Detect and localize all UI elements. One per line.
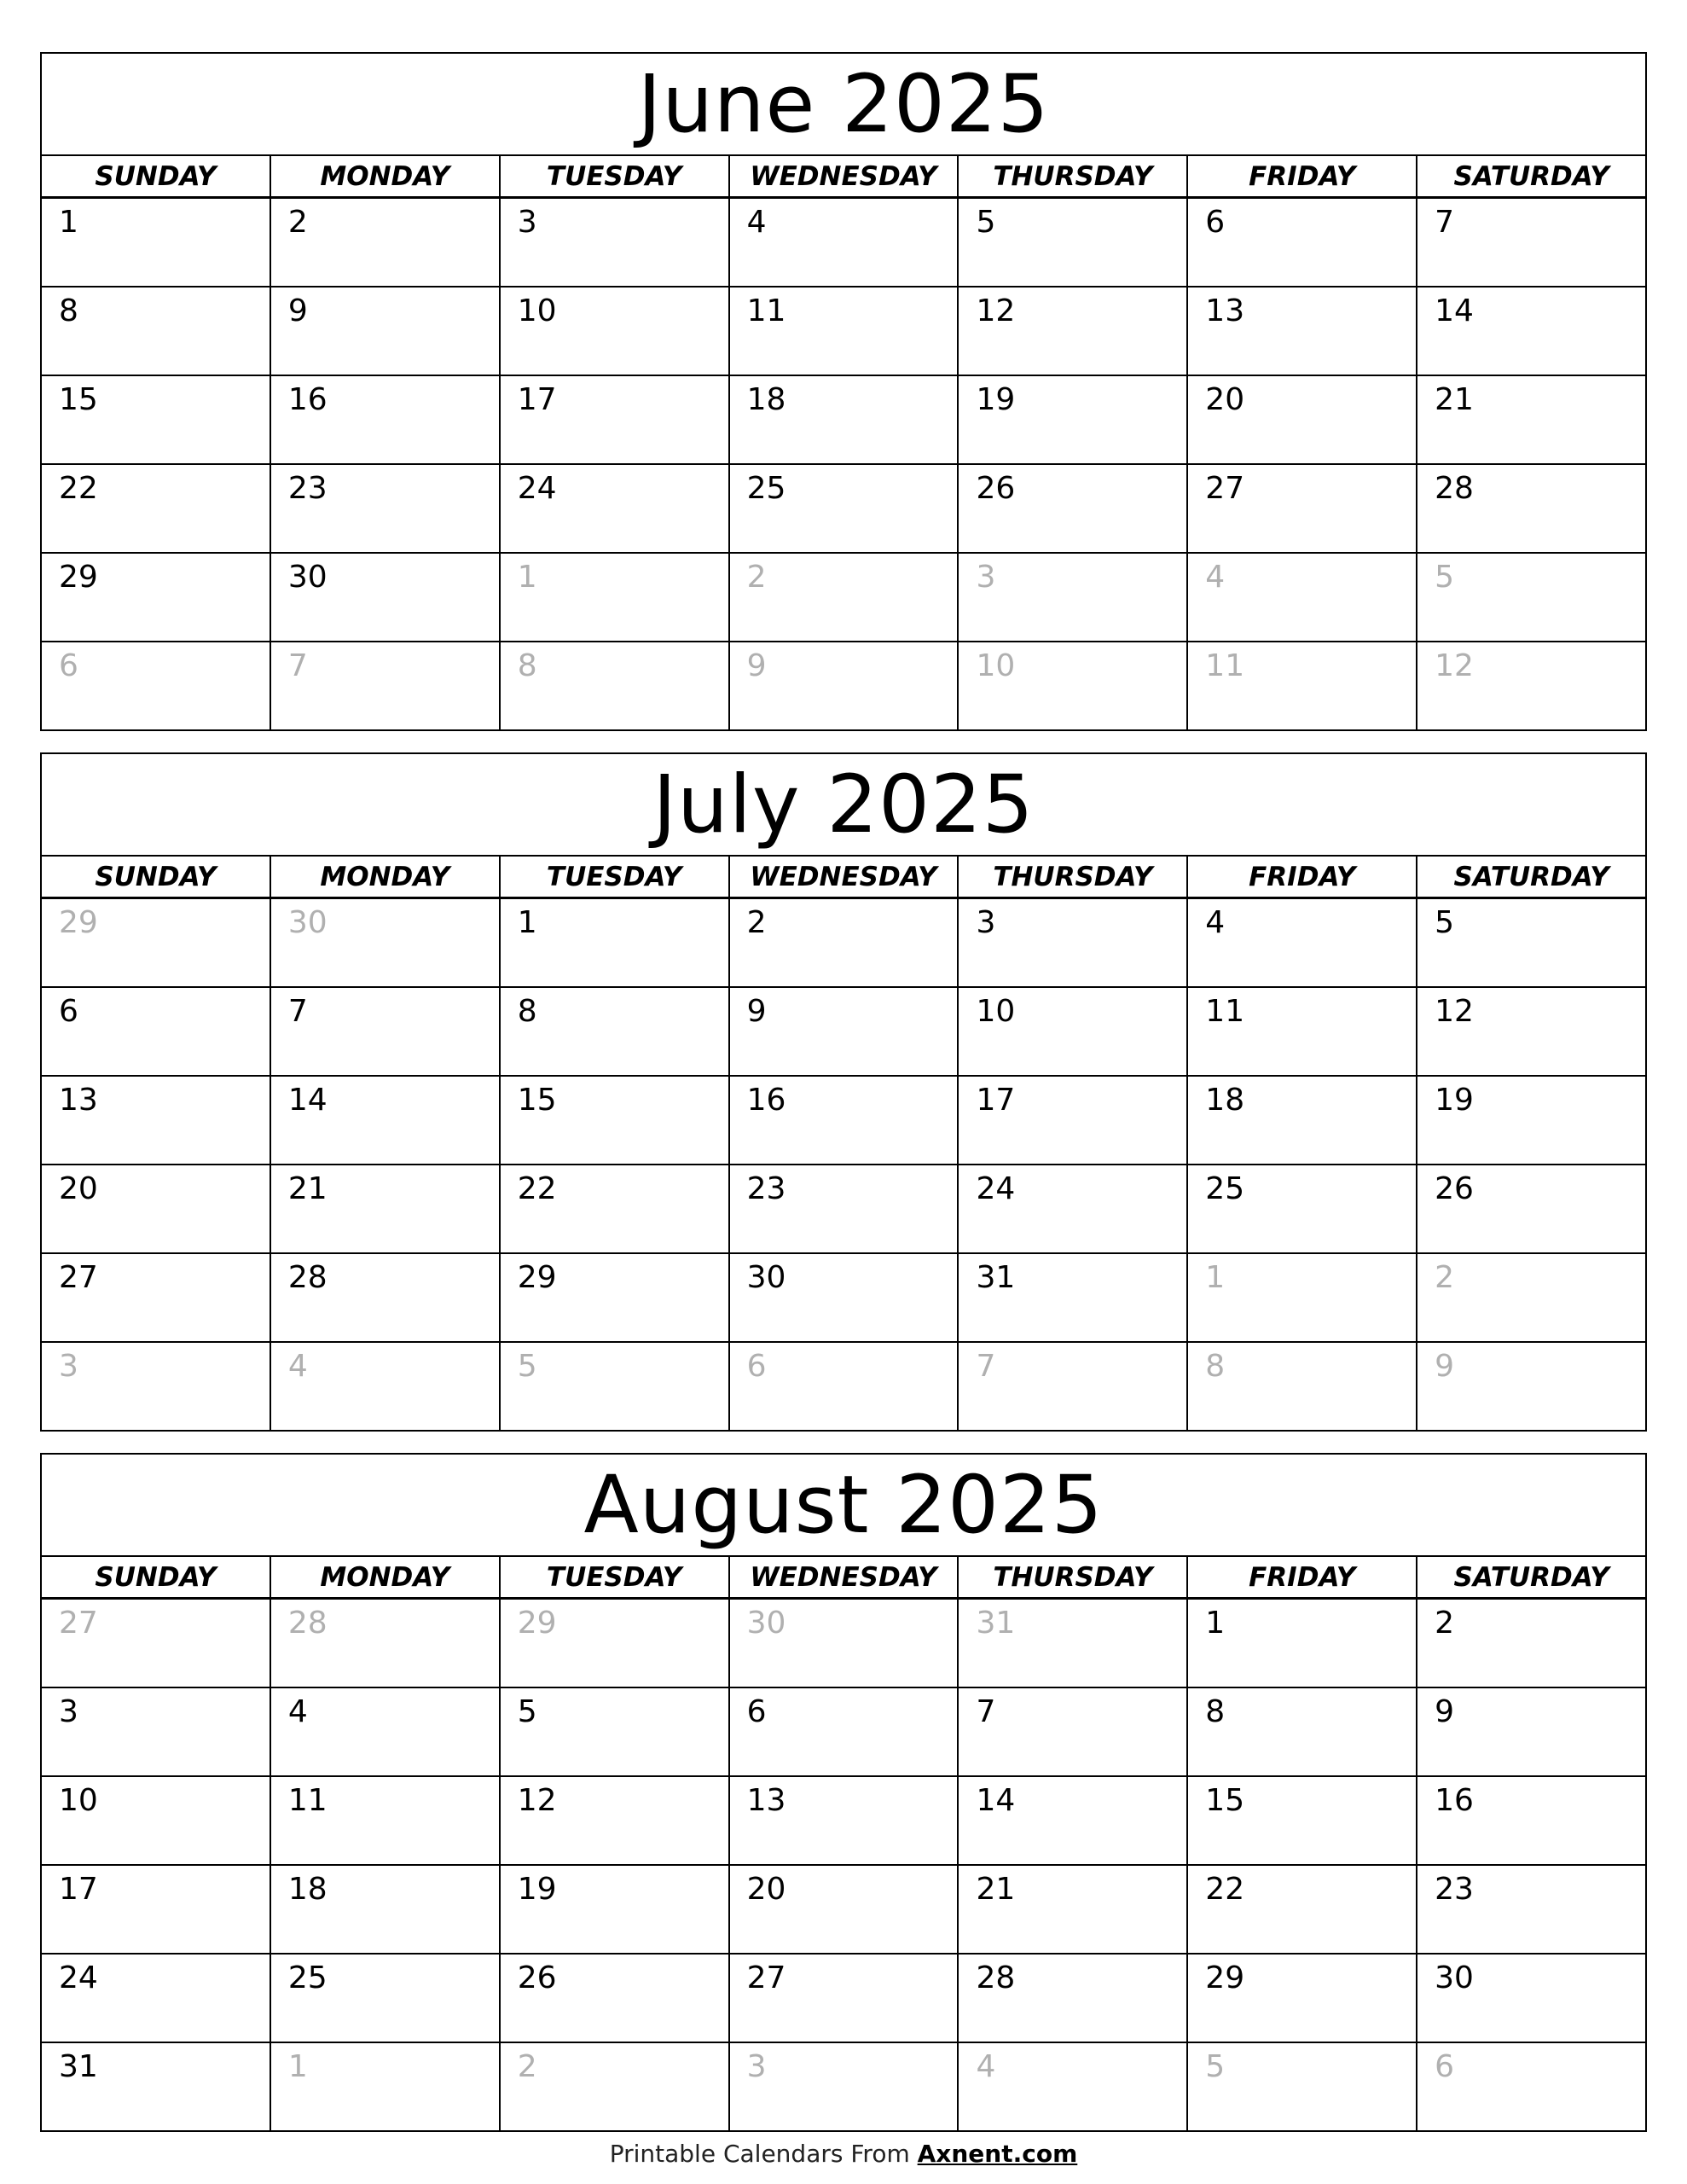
day-cell: 19 <box>959 376 1188 463</box>
day-cell: 25 <box>1188 1165 1417 1252</box>
day-cell-adjacent-month: 5 <box>1188 2043 1417 2130</box>
weekday-header-friday: FRIDAY <box>1188 156 1417 196</box>
day-cell: 21 <box>1435 382 1474 417</box>
day-cell: 29 <box>1188 1955 1417 2042</box>
day-cell: 17 <box>959 1077 1188 1164</box>
day-cell: 30 <box>730 1254 959 1341</box>
week-row <box>42 899 1645 988</box>
day-cell: 1 <box>501 899 730 986</box>
day-cell: 13 <box>1188 288 1417 375</box>
day-cell-adjacent-month: 4 <box>1188 554 1417 641</box>
day-cell-adjacent-month: 1 <box>501 554 730 641</box>
day-cell: 17 <box>42 1866 271 1953</box>
week-row <box>42 642 1645 729</box>
day-cell-adjacent-month: 9 <box>1435 1349 1455 1384</box>
day-cell-adjacent-month: 8 <box>501 642 730 729</box>
day-cell: 9 <box>730 988 959 1075</box>
day-cell: 24 <box>42 1955 271 2042</box>
week-row <box>42 1077 1645 1165</box>
day-cell: 5 <box>1435 905 1455 940</box>
day-cell-adjacent-month: 3 <box>959 554 1188 641</box>
day-cell-adjacent-month: 2 <box>730 554 959 641</box>
day-cell: 4 <box>730 199 959 286</box>
day-cell-adjacent-month: 6 <box>730 1343 959 1430</box>
day-cell-adjacent-month: 2 <box>1435 1260 1455 1295</box>
day-cell: 2 <box>730 899 959 986</box>
day-cell: 10 <box>501 288 730 375</box>
weekday-header-tuesday: TUESDAY <box>501 156 730 196</box>
weekday-header-wednesday: WEDNESDAY <box>730 1557 959 1597</box>
day-cell: 16 <box>1435 1783 1474 1818</box>
weekday-header-monday: MONDAY <box>271 1557 501 1597</box>
day-cell: 22 <box>501 1165 730 1252</box>
weekday-header-row <box>42 1557 1645 1600</box>
day-cell: 16 <box>730 1077 959 1164</box>
day-cell-adjacent-month: 30 <box>730 1600 959 1687</box>
day-cell-adjacent-month: 12 <box>1435 648 1474 683</box>
day-cell: 14 <box>1435 293 1474 328</box>
day-cell-adjacent-month: 4 <box>959 2043 1188 2130</box>
day-cell: 11 <box>1188 988 1417 1075</box>
month-calendar-june <box>40 52 1647 731</box>
day-cell: 5 <box>959 199 1188 286</box>
day-cell: 7 <box>271 988 501 1075</box>
weekday-header-monday: MONDAY <box>271 857 501 897</box>
day-cell: 26 <box>1435 1171 1474 1206</box>
weekday-header-saturday: SATURDAY <box>1453 1561 1609 1593</box>
weekday-header-wednesday: WEDNESDAY <box>730 857 959 897</box>
day-cell: 7 <box>959 1688 1188 1775</box>
day-cell-adjacent-month: 3 <box>42 1343 271 1430</box>
day-cell: 22 <box>42 465 271 552</box>
day-cell: 25 <box>271 1955 501 2042</box>
weekday-header-tuesday: TUESDAY <box>501 857 730 897</box>
footer-text: Printable Calendars From <box>609 2140 918 2168</box>
day-cell: 6 <box>730 1688 959 1775</box>
day-cell: 9 <box>271 288 501 375</box>
weekday-header-sunday: SUNDAY <box>42 156 271 196</box>
day-cell: 26 <box>501 1955 730 2042</box>
week-row <box>42 1343 1645 1430</box>
day-cell: 2 <box>271 199 501 286</box>
day-cell: 28 <box>1435 471 1474 506</box>
day-cell: 12 <box>959 288 1188 375</box>
weekday-header-friday: FRIDAY <box>1188 1557 1417 1597</box>
day-cell: 3 <box>42 1688 271 1775</box>
day-cell: 18 <box>1188 1077 1417 1164</box>
day-cell-adjacent-month: 6 <box>1435 2049 1455 2084</box>
footer <box>0 2140 1687 2168</box>
day-cell: 18 <box>730 376 959 463</box>
weekday-header-wednesday: WEDNESDAY <box>730 156 959 196</box>
weekday-header-sunday: SUNDAY <box>42 857 271 897</box>
month-calendar-august <box>40 1453 1647 2132</box>
day-cell: 7 <box>1435 205 1455 240</box>
day-cell: 12 <box>1435 994 1474 1029</box>
weekday-header-sunday: SUNDAY <box>42 1557 271 1597</box>
day-cell: 17 <box>501 376 730 463</box>
day-cell-adjacent-month: 8 <box>1188 1343 1417 1430</box>
day-cell-adjacent-month: 7 <box>271 642 501 729</box>
day-cell: 13 <box>42 1077 271 1164</box>
day-cell: 27 <box>1188 465 1417 552</box>
day-cell-adjacent-month: 28 <box>271 1600 501 1687</box>
day-cell: 28 <box>271 1254 501 1341</box>
day-cell: 31 <box>959 1254 1188 1341</box>
month-calendar-july <box>40 752 1647 1432</box>
day-cell-adjacent-month: 1 <box>271 2043 501 2130</box>
day-cell-adjacent-month: 29 <box>501 1600 730 1687</box>
day-grid <box>42 1600 1645 2130</box>
day-cell-adjacent-month: 5 <box>501 1343 730 1430</box>
day-cell: 9 <box>1435 1694 1455 1729</box>
day-cell: 15 <box>42 376 271 463</box>
day-cell: 20 <box>730 1866 959 1953</box>
day-cell: 4 <box>271 1688 501 1775</box>
day-cell: 3 <box>501 199 730 286</box>
weekday-header-monday: MONDAY <box>271 156 501 196</box>
day-cell: 23 <box>730 1165 959 1252</box>
weekday-header-thursday: THURSDAY <box>959 156 1188 196</box>
day-cell-adjacent-month: 11 <box>1188 642 1417 729</box>
day-cell: 16 <box>271 376 501 463</box>
day-cell: 24 <box>959 1165 1188 1252</box>
day-cell: 1 <box>42 199 271 286</box>
day-cell-adjacent-month: 2 <box>501 2043 730 2130</box>
weekday-header-thursday: THURSDAY <box>959 1557 1188 1597</box>
week-row <box>42 2043 1645 2130</box>
week-row <box>42 1866 1645 1955</box>
month-title: July 2025 <box>42 754 1645 857</box>
weekday-header-tuesday: TUESDAY <box>501 1557 730 1597</box>
day-cell: 15 <box>501 1077 730 1164</box>
day-cell-adjacent-month: 29 <box>42 899 271 986</box>
day-cell-adjacent-month: 30 <box>271 899 501 986</box>
day-cell-adjacent-month: 27 <box>42 1600 271 1687</box>
day-cell: 21 <box>959 1866 1188 1953</box>
day-cell-adjacent-month: 1 <box>1188 1254 1417 1341</box>
day-cell: 6 <box>1188 199 1417 286</box>
day-cell-adjacent-month: 7 <box>959 1343 1188 1430</box>
day-cell: 10 <box>959 988 1188 1075</box>
day-cell: 8 <box>42 288 271 375</box>
weekday-header-saturday: SATURDAY <box>1453 861 1609 892</box>
weekday-header-row <box>42 857 1645 899</box>
day-cell: 20 <box>1188 376 1417 463</box>
footer-link[interactable]: Axnent.com <box>917 2140 1078 2168</box>
week-row <box>42 1600 1645 1688</box>
day-cell: 12 <box>501 1777 730 1864</box>
day-cell: 14 <box>959 1777 1188 1864</box>
day-cell: 27 <box>42 1254 271 1341</box>
day-cell: 3 <box>959 899 1188 986</box>
week-row <box>42 554 1645 642</box>
day-cell-adjacent-month: 9 <box>730 642 959 729</box>
day-cell: 22 <box>1188 1866 1417 1953</box>
day-cell: 20 <box>42 1165 271 1252</box>
day-cell-adjacent-month: 10 <box>959 642 1188 729</box>
day-cell: 19 <box>501 1866 730 1953</box>
week-row <box>42 1777 1645 1866</box>
day-cell: 30 <box>1435 1960 1474 1995</box>
day-cell: 15 <box>1188 1777 1417 1864</box>
day-cell: 6 <box>42 988 271 1075</box>
weekday-header-thursday: THURSDAY <box>959 857 1188 897</box>
week-row <box>42 199 1645 288</box>
day-cell-adjacent-month: 5 <box>1435 560 1455 595</box>
day-cell: 8 <box>501 988 730 1075</box>
week-row <box>42 1688 1645 1777</box>
week-row <box>42 1165 1645 1254</box>
day-cell: 31 <box>42 2043 271 2130</box>
day-cell: 28 <box>959 1955 1188 2042</box>
day-cell: 23 <box>1435 1872 1474 1907</box>
day-cell-adjacent-month: 6 <box>42 642 271 729</box>
day-cell: 8 <box>1188 1688 1417 1775</box>
week-row <box>42 465 1645 554</box>
day-cell: 13 <box>730 1777 959 1864</box>
weekday-header-row <box>42 156 1645 199</box>
day-cell-adjacent-month: 3 <box>730 2043 959 2130</box>
day-cell-adjacent-month: 4 <box>271 1343 501 1430</box>
month-title: June 2025 <box>42 54 1645 156</box>
day-cell: 24 <box>501 465 730 552</box>
weekday-header-saturday: SATURDAY <box>1453 160 1609 192</box>
week-row <box>42 988 1645 1077</box>
day-cell: 14 <box>271 1077 501 1164</box>
week-row <box>42 1254 1645 1343</box>
day-cell: 5 <box>501 1688 730 1775</box>
weekday-header-friday: FRIDAY <box>1188 857 1417 897</box>
day-grid <box>42 899 1645 1430</box>
day-cell: 10 <box>42 1777 271 1864</box>
day-cell: 2 <box>1435 1606 1455 1641</box>
day-cell: 1 <box>1188 1600 1417 1687</box>
day-cell: 26 <box>959 465 1188 552</box>
day-cell: 11 <box>730 288 959 375</box>
day-cell-adjacent-month: 31 <box>959 1600 1188 1687</box>
day-cell: 30 <box>271 554 501 641</box>
week-row <box>42 376 1645 465</box>
day-cell: 4 <box>1188 899 1417 986</box>
week-row <box>42 1955 1645 2043</box>
day-cell: 27 <box>730 1955 959 2042</box>
day-cell: 19 <box>1435 1083 1474 1118</box>
day-cell: 29 <box>501 1254 730 1341</box>
day-cell: 23 <box>271 465 501 552</box>
day-cell: 11 <box>271 1777 501 1864</box>
day-cell: 21 <box>271 1165 501 1252</box>
day-cell: 18 <box>271 1866 501 1953</box>
day-cell: 25 <box>730 465 959 552</box>
month-title: August 2025 <box>42 1455 1645 1557</box>
week-row <box>42 288 1645 376</box>
day-cell: 29 <box>42 554 271 641</box>
day-grid <box>42 199 1645 729</box>
